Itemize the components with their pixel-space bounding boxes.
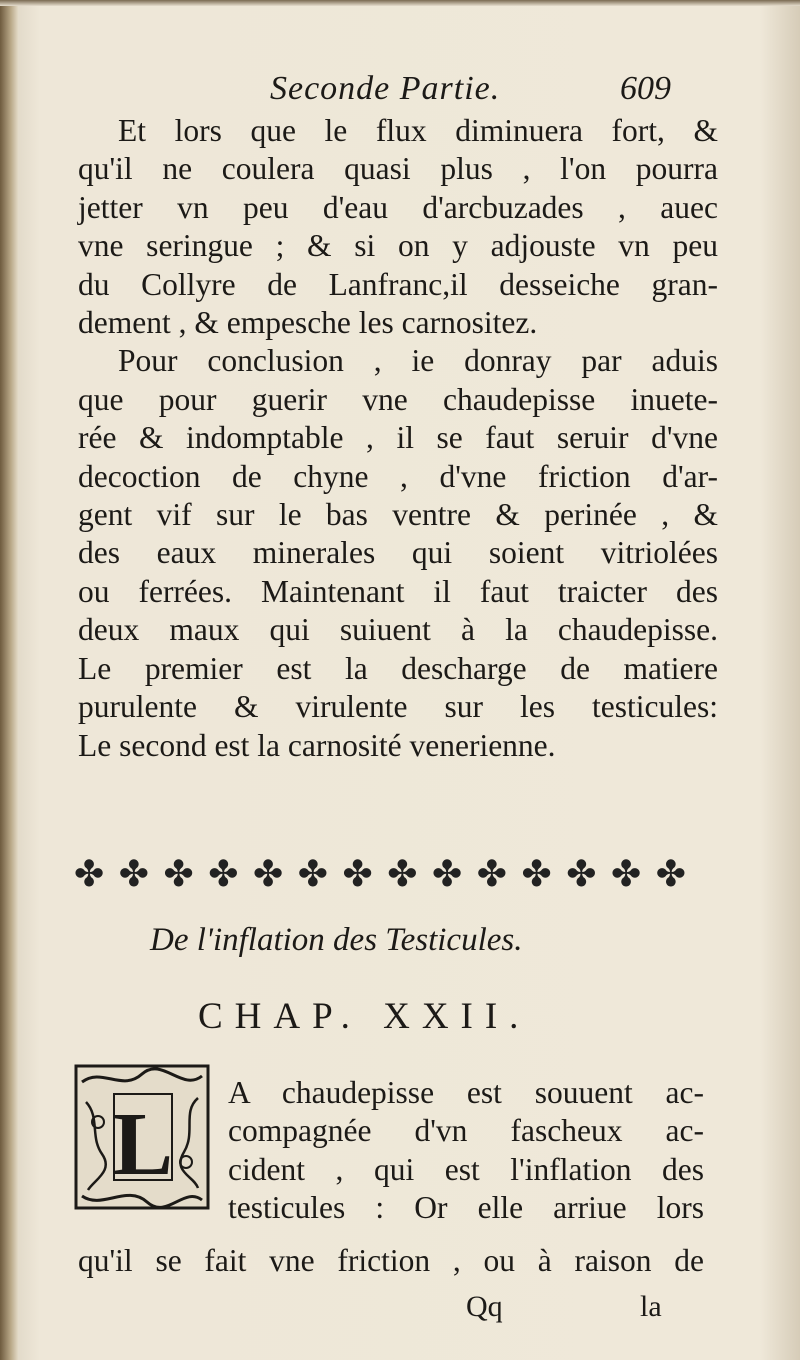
fleuron-icon: ✤ xyxy=(208,853,239,895)
signature-mark: Qq xyxy=(466,1290,503,1323)
running-head: Seconde Partie. xyxy=(270,70,501,107)
text-line: testicules : Or elle arriue lors xyxy=(228,1190,704,1226)
page-top-edge xyxy=(0,0,800,6)
text-line: du Collyre de Lanfranc,il desseiche gran- xyxy=(78,266,718,302)
text-line: jetter vn peu d'eau d'arcbuzades , auec xyxy=(78,189,718,225)
text-line: gent vif sur le bas ventre & perinée , & xyxy=(78,497,718,533)
fleuron-icon: ✤ xyxy=(566,853,597,895)
text-line: Pour conclusion , ie donray par aduis xyxy=(118,343,718,379)
fleuron-icon: ✤ xyxy=(253,853,284,895)
fleuron-icon: ✤ xyxy=(118,853,149,895)
fleuron-icon: ✤ xyxy=(432,853,463,895)
text-line: des eaux minerales qui soient vitriolées xyxy=(78,535,718,571)
chapter-first-paragraph xyxy=(228,1074,704,1228)
fleuron-icon: ✤ xyxy=(521,853,552,895)
text-line: Le premier est la descharge de matiere xyxy=(78,650,718,686)
text-line: A chaudepisse est souuent ac- xyxy=(228,1075,704,1110)
text-line: purulente & virulente sur les testicules: xyxy=(78,689,718,725)
text-line: Le second est la carnosité venerienne. xyxy=(78,727,556,763)
fleuron-ornament-band xyxy=(74,846,686,902)
text-line: vne seringue ; & si on y adjouste vn peu xyxy=(78,228,718,264)
fleuron-icon: ✤ xyxy=(476,853,507,895)
text-line: rée & indomptable , il se faut seruir d'vne xyxy=(78,420,718,456)
catchword: la xyxy=(640,1290,662,1323)
text-line: cident , qui est l'inflation des xyxy=(228,1151,704,1187)
text-line: deux maux qui suiuent à la chaudepisse. xyxy=(78,612,718,648)
text-line: dement , & empesche les carnositez. xyxy=(78,305,538,341)
decorated-initial-letter xyxy=(72,1062,212,1212)
initial-letter-glyph: L xyxy=(112,1095,174,1194)
fleuron-icon: ✤ xyxy=(611,853,642,895)
page-number: 609 xyxy=(620,70,671,107)
text-line-full-width xyxy=(78,1242,704,1280)
fleuron-icon: ✤ xyxy=(163,853,194,895)
fleuron-icon: ✤ xyxy=(74,853,105,895)
fleuron-icon: ✤ xyxy=(387,853,418,895)
text-line: qu'il se fait vne friction , ou à raison de xyxy=(78,1243,704,1278)
text-line: qu'il ne coulera quasi plus , l'on pourra xyxy=(78,151,718,187)
chapter-number: CHAP. XXII. xyxy=(198,996,531,1037)
text-line: que pour guerir vne chaudepisse inuete- xyxy=(78,381,718,417)
text-line: Et lors que le flux diminuera fort, & xyxy=(118,113,718,148)
chapter-title: De l'inflation des Testicules. xyxy=(150,922,523,958)
fleuron-icon: ✤ xyxy=(297,853,328,895)
fleuron-icon: ✤ xyxy=(655,853,686,895)
text-line: compagnée d'vn fascheux ac- xyxy=(228,1113,704,1149)
fleuron-icon: ✤ xyxy=(342,853,373,895)
text-line: decoction de chyne , d'vne friction d'ar- xyxy=(78,458,718,494)
body-text xyxy=(78,112,718,765)
book-binding-edge xyxy=(0,0,18,1360)
text-line: ou ferrées. Maintenant il faut traicter des xyxy=(78,573,718,609)
page-header xyxy=(0,70,800,118)
